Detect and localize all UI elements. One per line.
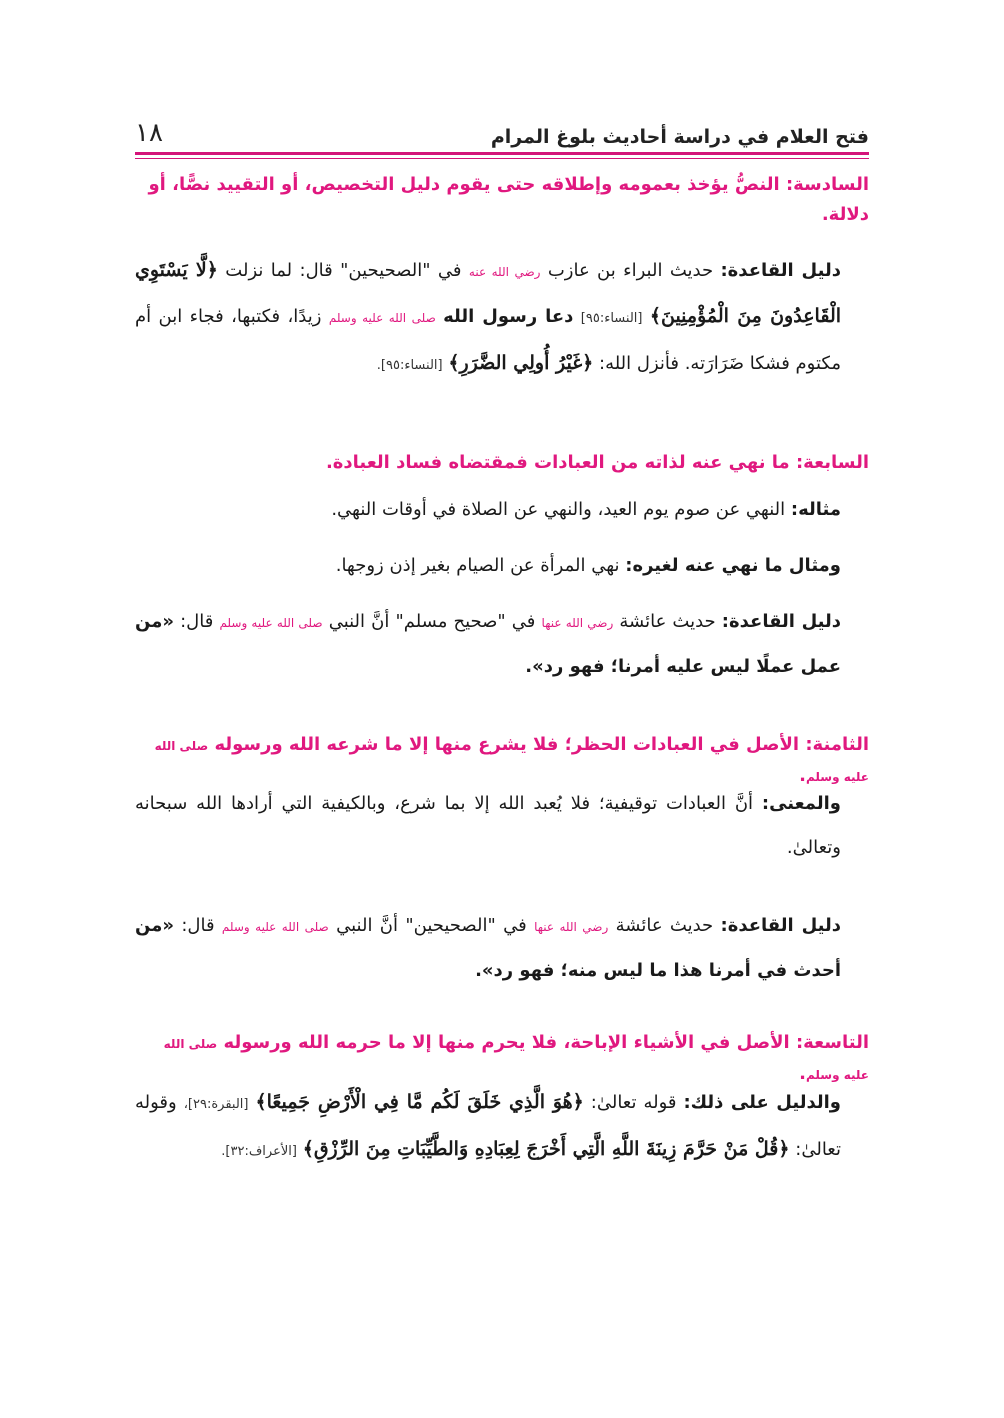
rule-nine-proof [135,1080,869,1174]
proof-text: في "الصحيحين" أنَّ النبي [336,915,527,936]
example-text: النهي عن صوم يوم العيد، والنهي عن الصلاة في أوقات النهي. [331,499,786,520]
rule-seven-heading: السابعة: ما نهي عنه لذاته من العبادات فمقتضاه فساد العبادة. [325,452,869,473]
honorific-saw: صلى الله عليه وسلم [219,616,323,630]
rule-seven-example-2 [135,544,869,588]
heading-tail: . [799,1063,806,1084]
rule-six-proof [135,248,869,388]
proof-text: زيدًا، فكتبها، فجاء ابن أم مكتوم فشكا ضَرَارَته. فأنزل الله: [135,306,841,374]
proof-label: والدليل على ذلك: [683,1092,841,1113]
hadith-quote: «من عمل عملًا ليس عليه أمرنا؛ فهو رد». [135,611,841,677]
rule-seven-proof [135,600,869,689]
proof-text: في "الصحيحين" قال: لما نزلت [225,260,462,281]
example-label: ومثال ما نهي عنه لغيره: [625,555,841,576]
verse-reference: [النساء:٩٥] [580,311,643,326]
rule-eight-meaning [135,782,869,870]
heading-text: الثامنة: الأصل في العبادات الحظر؛ فلا يشرع منها إلا ما شرعه الله ورسوله [214,734,869,755]
proof-text: قال: [180,611,214,632]
example-text: نهي المرأة عن الصيام بغير إذن زوجها. [335,555,620,576]
heading-tail: . [799,765,806,786]
proof-label: دليل القاعدة: [721,611,842,632]
proof-text: حديث عائشة [619,611,716,632]
verse-reference: [النساء:٩٥]. [376,358,443,373]
running-title: فتح العلام في دراسة أحاديث بلوغ المرام [490,126,869,148]
proof-label: دليل القاعدة: [720,260,841,281]
rule-eight-proof [135,904,869,993]
proof-text: وقوله تعالىٰ: [135,1092,841,1160]
honorific-saw: صلى الله عليه وسلم [328,311,436,325]
example-label: مثاله: [790,499,841,520]
page-header [135,108,869,148]
honorific-saw: صلى الله عليه وسلم [154,739,869,784]
honorific-ra: رضي الله عنها [541,616,614,630]
proof-text: دعا رسول الله [443,306,574,327]
heading-text: التاسعة: الأصل في الأشياء الإباحة، فلا يحرم منها إلا ما حرمه الله ورسوله [223,1032,869,1053]
proof-text: حديث عائشة [615,915,714,936]
proof-text: حديث البراء بن عازب [547,260,714,281]
proof-text: قوله تعالىٰ: [590,1092,677,1113]
rule-seven-example [135,488,869,532]
honorific-saw: صلى الله عليه وسلم [221,920,329,934]
quran-verse: ﴿غَيْرُ أُولِي الضَّرَرِ﴾ [448,352,594,374]
meaning-label: والمعنى: [761,793,841,814]
proof-label: دليل القاعدة: [720,915,841,936]
quran-verse: ﴿هُوَ الَّذِي خَلَقَ لَكُم مَّا فِي الْأَرْضِ جَمِيعًا﴾ [255,1091,584,1113]
proof-text: قال: [181,915,215,936]
header-rule-thin [135,158,869,159]
verse-reference: [البقرة:٢٩]، [183,1097,249,1112]
rule-six-heading: السادسة: النصُّ يؤخذ بعمومه وإطلاقه حتى يقوم دليل التخصيص، أو التقييد نصًّا، أو دلالة. [148,174,869,225]
hadith-quote: «من أحدث في أمرنا هذا ما ليس منه؛ فهو رد». [135,915,841,981]
page-number: ١٨ [135,118,163,148]
honorific-ra: رضي الله عنه [468,265,541,279]
header-rule-thick [135,152,869,155]
quran-verse: ﴿قُلْ مَنْ حَرَّمَ زِينَةَ اللَّهِ الَّتِي أَخْرَجَ لِعِبَادِهِ وَالطَّيِّبَاتِ مِنَ الرِّزْقِ﴾ [302,1138,790,1160]
quran-verse: ﴿لَّا يَسْتَوِي الْقَاعِدُونَ مِنَ الْمُؤْمِنِينَ﴾ [135,259,842,327]
proof-text: في "صحيح مسلم" أنَّ النبي [328,611,536,632]
honorific-saw: صلى الله عليه وسلم [163,1037,869,1082]
honorific-ra: رضي الله عنها [534,920,609,934]
meaning-text: أنَّ العبادات توقيفية؛ فلا يُعبد الله إلا بما شرع، وبالكيفية التي أرادها الله سبحانه وتعالىٰ. [135,793,841,858]
verse-reference: [الأعراف:٣٢]. [221,1144,297,1159]
